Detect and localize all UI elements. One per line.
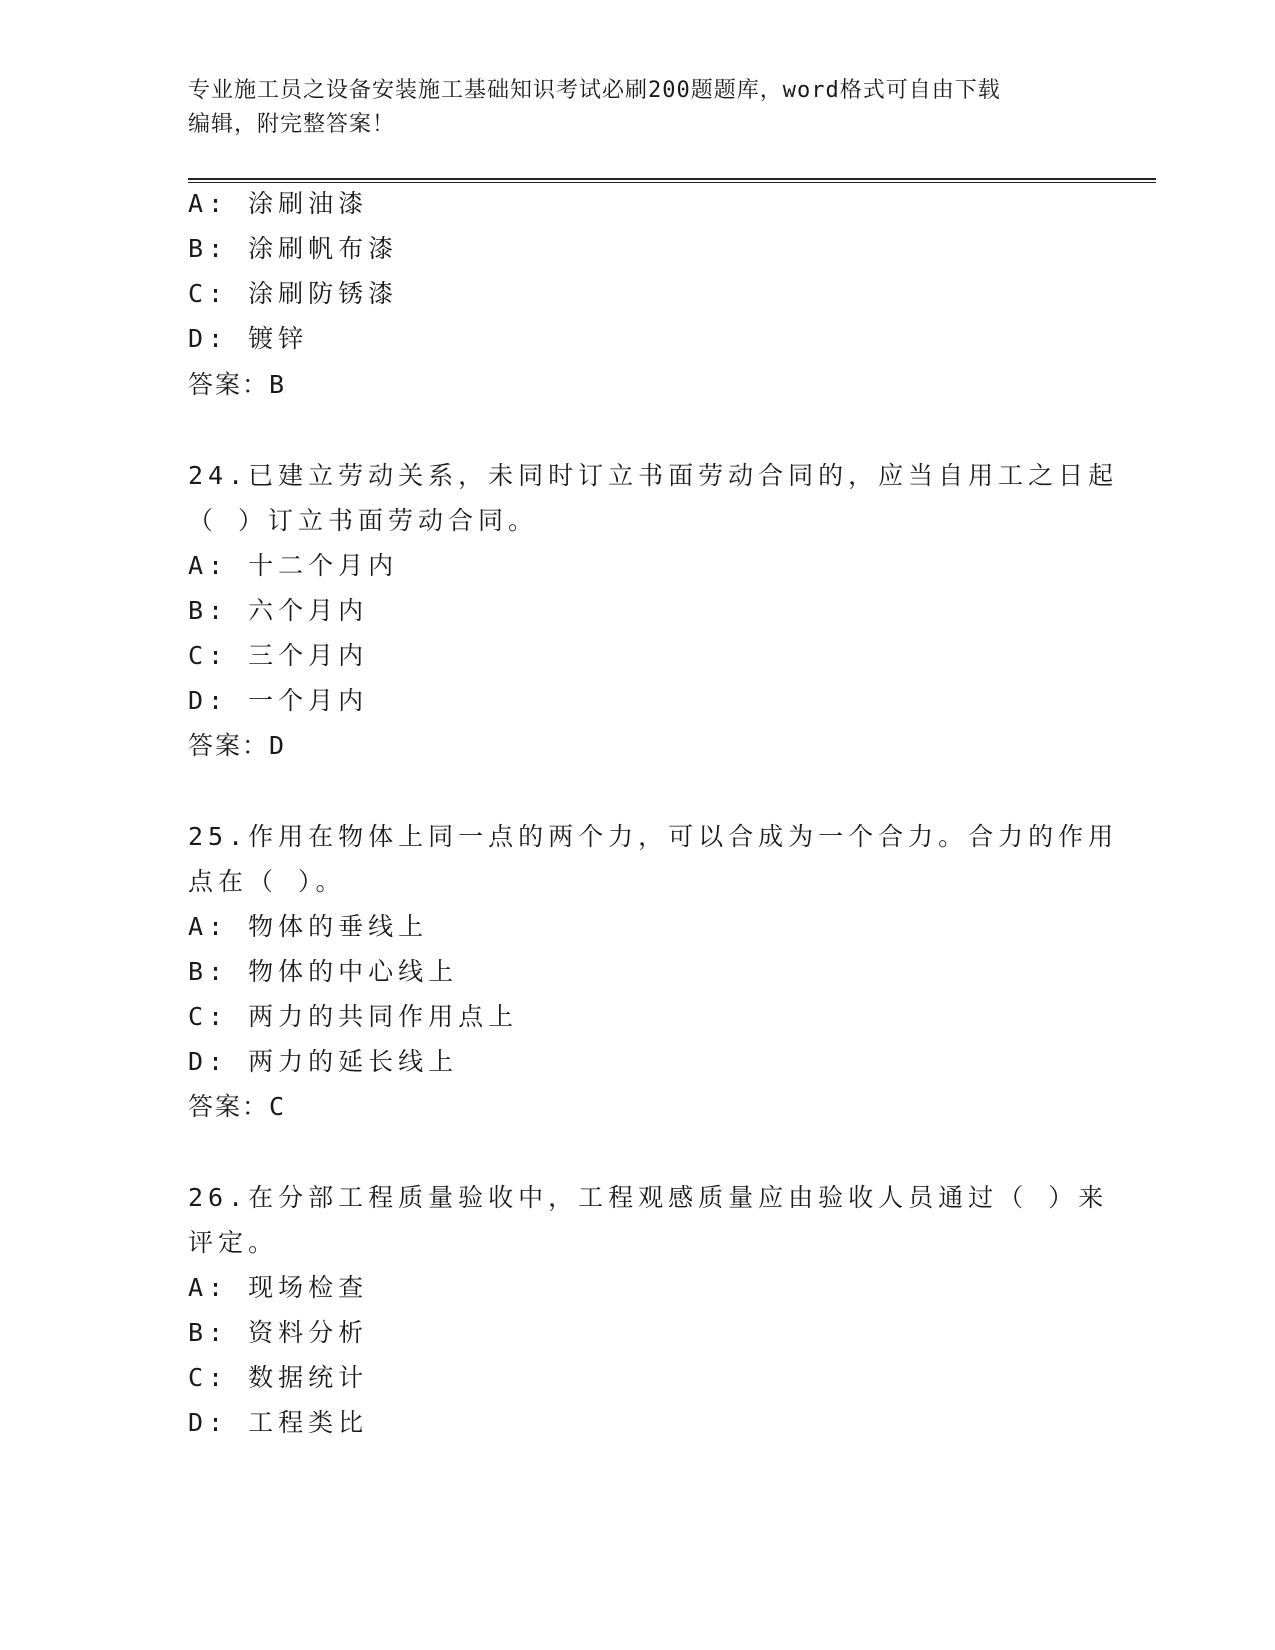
q24-answer: 答案：D: [188, 731, 287, 760]
q24-option-c: C: 三个月内: [188, 641, 369, 670]
q23-option-a: A: 涂刷油漆: [188, 189, 369, 218]
q26-stem-line1: 26.在分部工程质量验收中，工程观感质量应由验收人员通过（ ）来: [188, 1183, 1109, 1212]
q25-stem-line2: 点在（ ）。: [188, 867, 346, 896]
q25-option-b: B: 物体的中心线上: [188, 957, 459, 986]
header-title-line1: 专业施工员之设备安装施工基础知识考试必刷200题题库，word格式可自由下载: [188, 78, 1001, 103]
q24-option-a: A: 十二个月内: [188, 551, 399, 580]
q24-option-d: D: 一个月内: [188, 686, 369, 715]
q26-option-a: A: 现场检查: [188, 1273, 369, 1302]
header-divider: [188, 178, 1156, 183]
q26-option-b: B: 资料分析: [188, 1318, 369, 1347]
q24-stem-line2: （ ）订立书面劳动合同。: [188, 506, 539, 535]
q26-option-c: C: 数据统计: [188, 1363, 369, 1392]
q25-option-c: C: 两力的共同作用点上: [188, 1002, 519, 1031]
q23-option-b: B: 涂刷帆布漆: [188, 234, 399, 263]
q25-option-a: A: 物体的垂线上: [188, 912, 429, 941]
q25-answer: 答案：C: [188, 1092, 287, 1121]
q25-stem-line1: 25.作用在物体上同一点的两个力，可以合成为一个合力。合力的作用: [188, 822, 1119, 851]
q26-option-d: D: 工程类比: [188, 1408, 369, 1437]
q23-option-d: D: 镀锌: [188, 324, 309, 353]
q24-stem-line1: 24.已建立劳动关系，未同时订立书面劳动合同的，应当自用工之日起: [188, 461, 1119, 490]
q24-option-b: B: 六个月内: [188, 596, 369, 625]
q23-option-c: C: 涂刷防锈漆: [188, 279, 399, 308]
q25-option-d: D: 两力的延长线上: [188, 1047, 459, 1076]
q26-stem-line2: 评定。: [188, 1228, 279, 1257]
q23-answer: 答案：B: [188, 370, 287, 399]
document-header: [188, 74, 1088, 142]
header-title-line2: 编辑，附完整答案！: [188, 112, 396, 137]
